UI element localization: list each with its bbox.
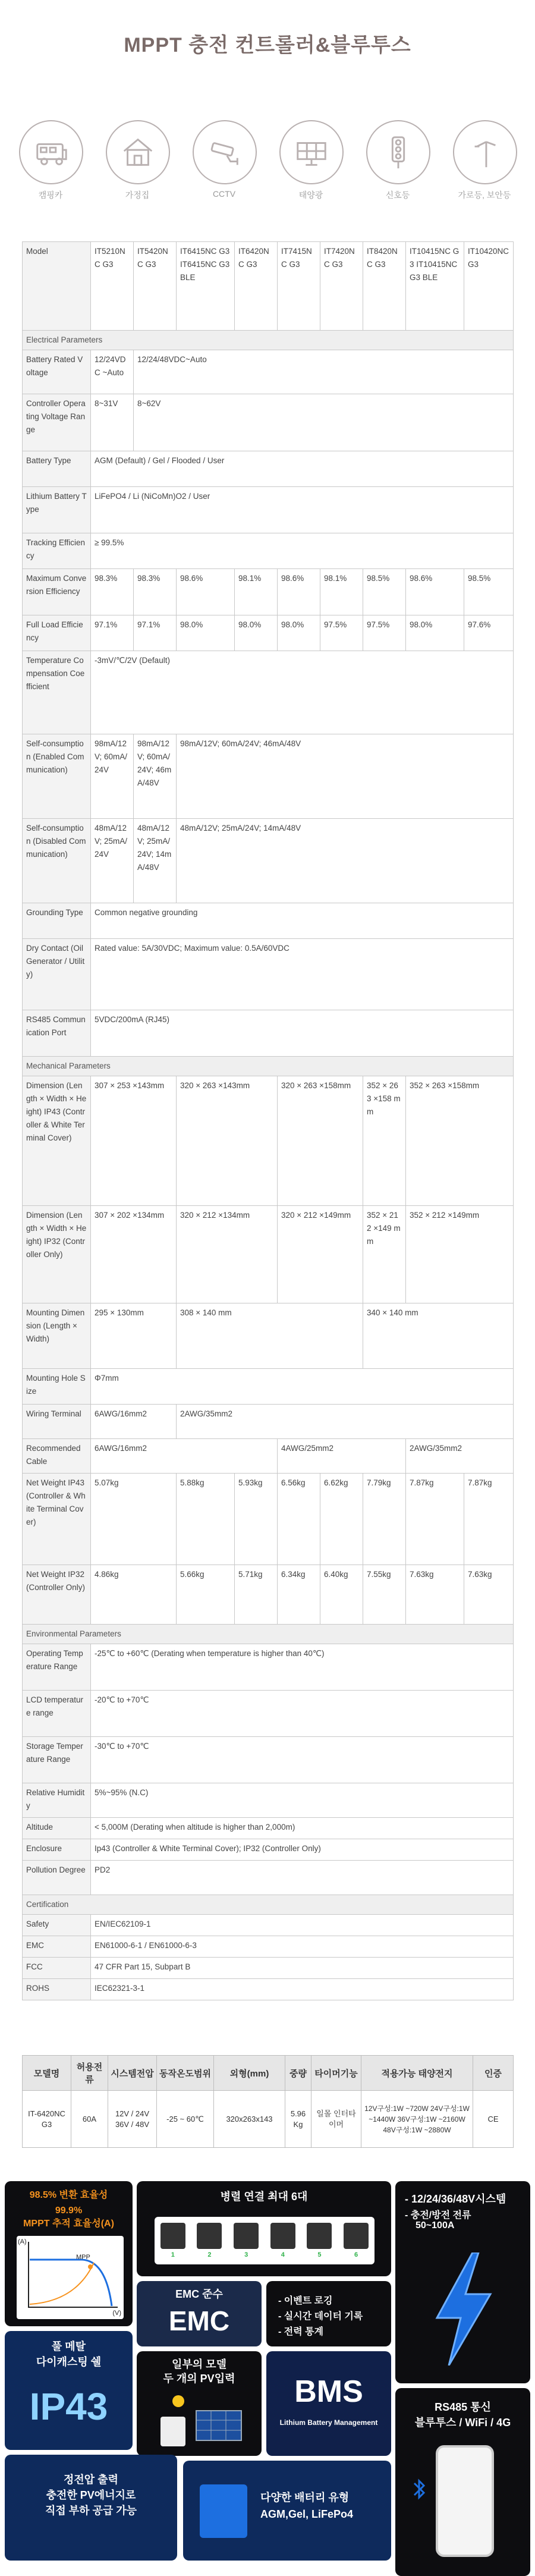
parallel-connection-panel [137,2181,391,2276]
smartphone-icon [436,2445,494,2557]
system-line-2: - 충전/방전 전류 [405,2210,471,2220]
controller-unit [234,2223,259,2249]
cell: 97.5% [320,615,363,651]
model-cell: IT6420NC G3 [235,242,278,331]
row-label: Mounting Dimension (Length × Width) [23,1303,91,1369]
cell: EN/IEC62109-1 [91,1915,514,1936]
rs485-line-1: RS485 통신 [435,2401,491,2413]
table-row [23,1405,514,1439]
cell: -20℃ to +70℃ [91,1691,514,1737]
row-label: Controller Operating Voltage Range [23,394,91,451]
table-row [23,394,514,451]
log-line-2: - 실시간 데이터 기록 [278,2311,363,2321]
cell: < 5,000M (Derating when altitude is higher than 2,000m) [91,1818,514,1839]
cell: 5.66kg [177,1565,235,1625]
summary-header: 외형(mm) [214,2056,285,2091]
summary-header: 타이머기능 [311,2056,361,2091]
summary-header-row [23,2056,514,2091]
model-cell: IT8420NC G3 [363,242,406,331]
row-label: Net Weight IP43 (Controller & White Terminal Cover) [23,1474,91,1565]
cell: 352 × 263 ×158 mm [363,1076,406,1206]
cell: 5VDC/200mA (RJ45) [91,1010,514,1057]
table-row [23,1010,514,1057]
cell: 98.6% [177,569,235,615]
table-row [23,1565,514,1625]
model-cell: IT7415NC G3 [278,242,320,331]
cell: 7.63kg [406,1565,464,1625]
cell: 8~62V [134,394,514,451]
cell: 5.07kg [91,1474,177,1565]
row-label: Temperature Compensation Coefficient [23,651,91,734]
cell: 98.0% [278,615,320,651]
cell: -3mV/℃/2V (Default) [91,651,514,734]
table-row [23,1474,514,1565]
cell: 98.0% [235,615,278,651]
application-label: 태양광 [298,190,323,200]
cell: 307 × 253 ×143mm [91,1076,177,1206]
cell: 6AWG/16mm2 [91,1405,177,1439]
efficiency-line-1: 98.5% 변환 효율성 [29,2190,108,2200]
page-title: MPPT 충전 컨트롤러&블루투스 [124,34,411,56]
cell: 6AWG/16mm2 [91,1439,278,1474]
row-label: Storage Temperature Range [23,1737,91,1783]
row-label: Lithium Battery Type [23,487,91,533]
model-cell: IT6415NC G3 IT6415NC G3 BLE [177,242,235,331]
solar-panel-icon [155,2393,244,2450]
unit-number: 1 [171,2251,175,2258]
table-row [23,1839,514,1861]
summary-cell: 60A [71,2091,108,2148]
cell: 5.71kg [235,1565,278,1625]
controller-unit [197,2223,222,2249]
cell: 4AWG/25mm2 [278,1439,406,1474]
application-house [106,120,169,203]
cell: 2AWG/35mm2 [406,1439,514,1474]
ip43-label: IP43 [29,2385,108,2428]
cell: Φ7mm [91,1369,514,1405]
battery-line-2: AGM,Gel, LiFePo4 [260,2508,354,2520]
cell: 98.5% [363,569,406,615]
model-cell: IT5420NC G3 [134,242,177,331]
row-label: Dimension (Length × Width × Height) IP32 (Controller Only) [23,1206,91,1303]
cell: Rated value: 5A/30VDC; Maximum value: 0.5A/60VDC [91,939,514,1010]
efficiency-panel [5,2181,133,2326]
table-row [23,734,514,819]
row-label: Dry Contact (Oil Generator / Utility) [23,939,91,1010]
system-voltage-panel [395,2181,530,2383]
efficiency-line-3: MPPT 추적 효율성(A) [23,2219,114,2229]
row-label: EMC [23,1936,91,1958]
table-row [23,1691,514,1737]
cell: 307 × 202 ×134mm [91,1206,177,1303]
cell: 6.56kg [278,1474,320,1565]
cell: 6.62kg [320,1474,363,1565]
efficiency-line-2: 99.9% [55,2206,83,2216]
controller-unit [344,2223,369,2249]
table-row [23,1958,514,1979]
bms-logo: BMS [294,2374,363,2409]
unit-number: 2 [207,2251,212,2258]
cell: 12/24/48VDC~Auto [134,350,514,394]
table-row [23,939,514,1010]
unit-number: 4 [281,2251,285,2258]
section-title: Mechanical Parameters [23,1057,514,1076]
event-log-panel [266,2281,391,2346]
model-cell: IT10415NC G3 IT10415NC G3 BLE [406,242,464,331]
row-label: Battery Rated Voltage [23,350,91,394]
model-cell: IT5210NC G3 [91,242,134,331]
application-solar [279,120,342,203]
cell: -30℃ to +70℃ [91,1737,514,1783]
battery-line-1: 다양한 배터리 유형 [260,2492,350,2503]
log-line-3: - 전력 통계 [278,2327,324,2337]
table-row [23,1644,514,1691]
output-line-1: 정전압 출력 [64,2474,118,2486]
summary-cell: 12V / 24V 36V / 48V [108,2091,157,2148]
unit-number: 6 [354,2251,358,2258]
emc-panel [137,2281,262,2346]
cell: 340 × 140 mm [363,1303,514,1369]
cell: 5%~95% (N.C) [91,1783,514,1818]
cell: IEC62321-3-1 [91,1979,514,2000]
table-row [23,242,514,331]
mpp-curve-graph [17,2236,124,2319]
battery-type-panel [183,2461,391,2561]
cell: 6.40kg [320,1565,363,1625]
row-label: Full Load Efficiency [23,615,91,651]
cell: 7.87kg [464,1474,514,1565]
summary-table [22,2055,513,2148]
section-title: Environmental Parameters [23,1625,514,1644]
controller-unit [307,2223,332,2249]
summary-header: 인증 [473,2056,514,2091]
cell: 5.93kg [235,1474,278,1565]
summary-header: 허용전류 [71,2056,108,2091]
section-row [23,1895,514,1915]
summary-cell: IT-6420NC G3 [23,2091,71,2148]
unit-number: 3 [244,2251,248,2258]
row-label: Operating Temperature Range [23,1644,91,1691]
ip43-line-1: 풀 메탈 [51,2341,86,2352]
cell: 98.5% [464,569,514,615]
camper-van-icon [19,120,83,184]
row-label: Self-consumption (Enabled Communication) [23,734,91,819]
summary-cell: 5.96 Kg [285,2091,311,2148]
cell: -25℃ to +60℃ (Derating when temperature is higher than 40℃) [91,1644,514,1691]
table-row [23,533,514,569]
row-label: Maximum Conversion Efficiency [23,569,91,615]
cell: PD2 [91,1861,514,1895]
summary-cell: 12V구성:1W ~720W 24V구성:1W ~1440W 36V구성:1W ~2160W 48V구성:1W ~2880W [361,2091,473,2148]
table-row [23,487,514,533]
cell: 7.87kg [406,1474,464,1565]
row-label: Net Weight IP32 (Controller Only) [23,1565,91,1625]
row-label: Dimension (Length × Width × Height) IP43 (Controller & White Terminal Cover) [23,1076,91,1206]
rs485-panel [395,2388,530,2576]
cell: Ip43 (Controller & White Terminal Cover); IP32 (Controller Only) [91,1839,514,1861]
application-label: CCTV [212,189,236,199]
section-title: Certification [23,1895,514,1915]
application-label: 가로등, 보안등 [458,190,511,200]
table-row [23,1936,514,1958]
cell: 7.63kg [464,1565,514,1625]
cell: 98mA/12V; 60mA/24V; 46mA/48V [177,734,514,819]
summary-header: 시스템전압 [108,2056,157,2091]
table-row [23,1979,514,2000]
cell: 98mA/12V; 60mA/24V [91,734,134,819]
parallel-title: 병렬 연결 최대 6대 [220,2191,308,2203]
summary-header: 모델명 [23,2056,71,2091]
row-label: Pollution Degree [23,1861,91,1895]
cell: 98.1% [320,569,363,615]
table-row [23,1439,514,1474]
row-label: Self-consumption (Disabled Communication) [23,819,91,903]
table-row [23,1076,514,1206]
row-label: LCD temperature range [23,1691,91,1737]
row-label: Wiring Terminal [23,1405,91,1439]
table-row [23,1915,514,1936]
row-label: Battery Type [23,451,91,487]
table-row [23,1369,514,1405]
row-label: Recommended Cable [23,1439,91,1474]
cell: LiFePO4 / Li (NiCoMn)O2 / User [91,487,514,533]
application-label: 신호등 [385,190,410,200]
output-panel [5,2455,177,2561]
table-row [23,451,514,487]
table-row [23,651,514,734]
controller-unit [270,2223,295,2249]
application-street-lamp [453,120,516,203]
summary-header: 중량 [285,2056,311,2091]
application-cctv [193,120,256,203]
cell: 97.1% [134,615,177,651]
table-row [23,1818,514,1839]
summary-header: 적용가능 태양전지 [361,2056,473,2091]
cell: 97.5% [363,615,406,651]
cell: 8~31V [91,394,134,451]
section-row [23,1625,514,1644]
log-line-1: - 이벤트 로깅 [278,2296,333,2306]
ip43-line-2: 다이캐스팅 쉘 [36,2356,102,2368]
battery-icon [200,2484,247,2538]
ip43-panel [5,2331,133,2450]
cell: 320 × 263 ×158mm [278,1076,363,1206]
bms-panel [266,2351,391,2456]
cell: 2AWG/35mm2 [177,1405,514,1439]
cell: 7.55kg [363,1565,406,1625]
system-line-1: - 12/24/36/48V시스템 [405,2193,506,2205]
table-row [23,1861,514,1895]
cell: AGM (Default) / Gel / Flooded / User [91,451,514,487]
summary-cell: 일몰 인터타이머 [311,2091,361,2148]
summary-header: 동작온도범위 [157,2056,214,2091]
pv-line-1: 일부의 모델 [172,2358,226,2370]
house-icon [106,120,170,184]
feature-panels [5,2181,530,2576]
row-label: FCC [23,1958,91,1979]
section-row [23,331,514,350]
lightning-bolt-icon [431,2253,496,2365]
cell: 98.6% [406,569,464,615]
cell: Common negative grounding [91,903,514,939]
application-label: 캠핑카 [38,190,63,200]
row-label: Altitude [23,1818,91,1839]
cell: 7.79kg [363,1474,406,1565]
table-row [23,615,514,651]
row-label: Grounding Type [23,903,91,939]
street-lamp-icon [453,120,517,184]
cell: 352 × 212 ×149mm [406,1206,514,1303]
model-cell: IT7420NC G3 [320,242,363,331]
rs485-line-2: 블루투스 / WiFi / 4G [414,2417,511,2429]
row-label: Safety [23,1915,91,1936]
row-label: RS485 Communication Port [23,1010,91,1057]
pv-line-2: 두 개의 PV입력 [163,2373,235,2385]
axis-a-label: (A) [18,2238,27,2245]
summary-cell: -25 ~ 60℃ [157,2091,214,2148]
cell: 98.0% [406,615,464,651]
controller-unit [160,2223,185,2249]
table-row [23,1206,514,1303]
row-label: ROHS [23,1979,91,2000]
cell: 320 × 212 ×134mm [177,1206,278,1303]
row-label: Tracking Efficiency [23,533,91,569]
summary-cell: CE [473,2091,514,2148]
axis-v-label: (V) [112,2310,121,2317]
section-title: Electrical Parameters [23,331,514,350]
table-row [23,1737,514,1783]
cell: 295 × 130mm [91,1303,177,1369]
cell: 97.6% [464,615,514,651]
application-traffic-light [366,120,429,203]
mpp-label: MPP [76,2254,90,2261]
row-label: Enclosure [23,1839,91,1861]
cell: 98.3% [91,569,134,615]
emc-title: EMC 준수 [175,2288,223,2300]
cell: 47 CFR Part 15, Subpart B [91,1958,514,1979]
cell: 48mA/12V; 25mA/24V; 14mA/48V [177,819,514,903]
summary-cell: 320x263x143 [214,2091,285,2148]
cell: 320 × 212 ×149mm [278,1206,363,1303]
cell: 98.0% [177,615,235,651]
section-row [23,1057,514,1076]
cell: 48mA/12V; 25mA/24V [91,819,134,903]
cctv-camera-icon [193,120,257,184]
cell: Model [23,242,91,331]
application-label: 가정집 [125,190,150,200]
cell: EN61000-6-1 / EN61000-6-3 [91,1936,514,1958]
bms-subtitle: Lithium Battery Management [279,2418,378,2427]
row-label: Mounting Hole Size [23,1369,91,1405]
system-line-3: 50~100A [416,2220,455,2231]
cell: 320 × 263 ×143mm [177,1076,278,1206]
table-row [23,350,514,394]
emc-logo: EMC [168,2305,230,2336]
application-icons [0,120,535,203]
cell: 98.6% [278,569,320,615]
cell: 98.1% [235,569,278,615]
model-cell: IT10420NC G3 [464,242,514,331]
summary-row [23,2091,514,2148]
table-row [23,1783,514,1818]
solar-panel-icon [279,120,344,184]
cell: 48mA/12V; 25mA/24V; 14mA/48V [134,819,177,903]
cell: 98.3% [134,569,177,615]
pv-input-panel [137,2351,262,2456]
specification-table [22,241,513,2000]
traffic-light-icon [366,120,430,184]
parallel-diagram [155,2217,374,2264]
cell: 97.1% [91,615,134,651]
output-line-3: 직접 부하 공급 가능 [45,2505,137,2517]
cell: 308 × 140 mm [177,1303,363,1369]
cell: 352 × 263 ×158mm [406,1076,514,1206]
bluetooth-icon [411,2477,427,2501]
cell: 4.86kg [91,1565,177,1625]
cell: ≥ 99.5% [91,533,514,569]
cell: 6.34kg [278,1565,320,1625]
table-row [23,903,514,939]
cell: 98mA/12V; 60mA/24V; 46mA/48V [134,734,177,819]
application-camper [19,120,82,203]
row-label: Relative Humidity [23,1783,91,1818]
output-line-2: 충전한 PV에너지로 [46,2489,136,2501]
cell: 352 × 212 ×149 mm [363,1206,406,1303]
table-row [23,569,514,615]
cell: 5.88kg [177,1474,235,1565]
table-row [23,819,514,903]
cell: 12/24VDC ~Auto [91,350,134,394]
table-row [23,1303,514,1369]
unit-number: 5 [317,2251,322,2258]
